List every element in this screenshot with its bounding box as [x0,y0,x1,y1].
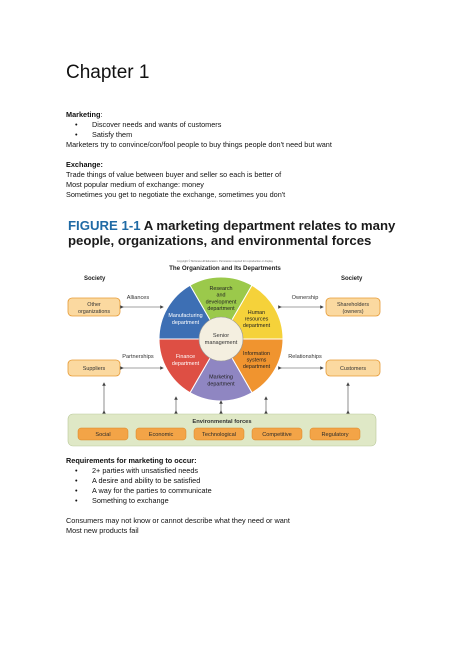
closing-line: Consumers may not know or cannot describe what they need or want [66,516,290,525]
marketing-colon: : [100,110,103,119]
exchange-line: Sometimes you get to negotiate the exchange, sometimes you don't [66,190,286,199]
marketing-heading: Marketing [66,110,101,119]
department-label: department [171,319,200,326]
exchange-line: Most popular medium of exchange: money [66,180,204,189]
env-force-label: Regulatory [321,432,349,439]
department-label: Finance [175,354,196,361]
department-label: systems [246,357,267,364]
bullet-dot: • [75,486,78,495]
bullet-text: A way for the parties to communicate [92,486,212,495]
center-label: management [204,340,238,346]
requirements-heading: Requirements for marketing to occur: [66,456,197,465]
figure-subtitle: The Organization and Its Departments [169,265,281,272]
department-label: department [207,381,235,388]
alliances-label: Alliances [126,295,150,301]
department-label: resources [244,316,269,323]
ownership-label: Ownership [291,295,319,301]
marketing-bullet [66,120,221,130]
bullet-dot: • [75,130,78,139]
figure-copyright: Copyright © McGraw-Hill Education. Permission required for reproduction or display. [176,260,274,263]
figure-title [68,218,398,248]
bullet-dot: • [75,476,78,485]
bullet-text: Discover needs and wants of customers [92,120,222,129]
department-label: and [216,292,226,299]
env-force-label: Competitive [262,432,292,439]
other-organizations-box [68,298,120,316]
bullet-dot: • [75,496,78,505]
center-label: Senior [212,333,230,339]
bullet-text: A desire and ability to be satisfied [92,476,201,485]
department-label: department [242,323,271,330]
department-label: department [207,305,235,312]
organization-diagram [60,258,390,450]
suppliers-box [68,360,120,376]
requirement-bullet [66,486,212,496]
marketing-note: Marketers try to convince/con/fool people to buy things people don't need but want [66,140,332,149]
exchange-line: Trade things of value between buyer and seller so each is better of [66,170,282,179]
environmental-forces-panel [68,414,376,446]
bullet-dot: • [75,466,78,475]
relationships-label: Relationships [288,354,322,360]
figure-title-text: A marketing department relates to many people, organizations, and environmental forces [68,218,396,248]
marketing-bullet [66,130,132,140]
bullet-dot: • [75,120,78,129]
society-left-label: Society [84,276,106,282]
society-right-label: Society [341,276,363,282]
box-label: (owners) [342,309,364,315]
customers-box [326,360,380,376]
department-label: Human [247,309,266,316]
department-label: Information [243,350,270,357]
box-label: Other [87,302,101,308]
partnerships-label: Partnerships [122,354,154,360]
box-label: Customers [339,366,367,372]
env-force-label: Technological [202,432,236,439]
requirement-bullet [66,496,169,506]
department-label: development [205,299,237,306]
marketing-section [66,110,103,120]
box-label: organizations [77,309,111,315]
department-label: department [171,360,200,367]
env-force-label: Economic [148,432,174,439]
requirement-bullet [66,476,200,486]
senior-management [199,317,243,361]
bullet-text: Satisfy them [92,130,133,139]
box-label: Shareholders [336,302,370,308]
department-label: Marketing [209,374,233,381]
department-label: Research [209,286,233,293]
bullet-text: Something to exchange [92,496,169,505]
env-force-label: Social [95,432,111,439]
figure-label: FIGURE 1-1 [68,218,141,233]
env-title: Environmental forces [192,419,252,425]
department-label: department [242,364,271,371]
chapter-title: Chapter 1 [66,62,150,83]
exchange-heading: Exchange: [66,160,103,169]
closing-line: Most new products fail [66,526,139,535]
department-label: Manufacturing [168,313,203,320]
shareholders-box [326,298,380,316]
box-label: Suppliers [82,366,106,372]
requirement-bullet [66,466,198,476]
bullet-text: 2+ parties with unsatisfied needs [92,466,199,475]
